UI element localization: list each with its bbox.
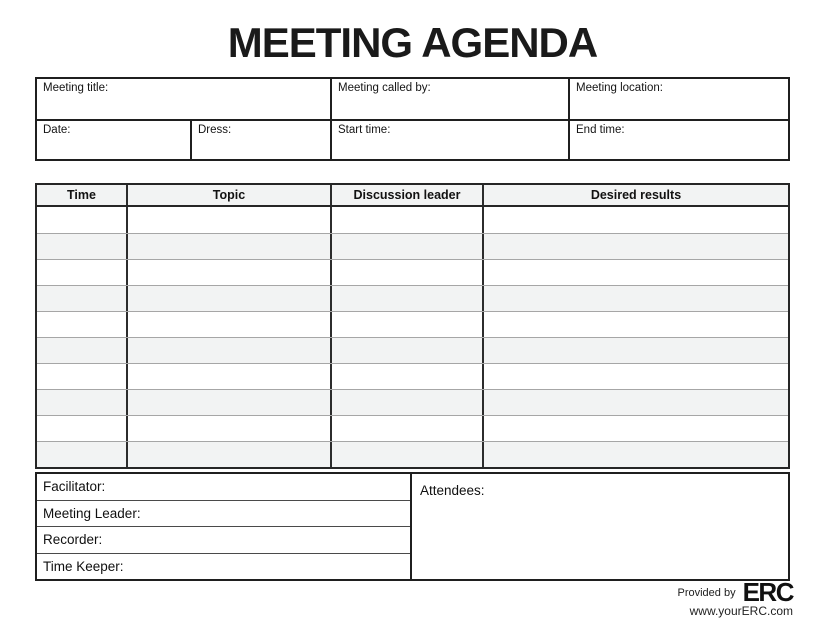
agenda-cell-desired-results xyxy=(484,260,788,285)
agenda-cell-desired-results xyxy=(484,390,788,415)
time-keeper-label: Time Keeper: xyxy=(43,558,124,574)
agenda-cell-time xyxy=(37,416,128,441)
page-title: MEETING AGENDA xyxy=(227,19,598,66)
header-desired-results: Desired results xyxy=(590,188,682,202)
agenda-cell-topic xyxy=(128,234,332,259)
agenda-table xyxy=(35,183,790,469)
roles-section xyxy=(37,474,412,579)
agenda-cell-discussion-leader xyxy=(332,234,484,259)
attendees-label: Attendees: xyxy=(420,483,485,498)
agenda-cell-discussion-leader xyxy=(332,207,484,233)
agenda-cell-discussion-leader xyxy=(332,416,484,441)
meeting-title-label: Meeting title: xyxy=(43,82,109,94)
agenda-row xyxy=(37,389,788,415)
agenda-row xyxy=(37,233,788,259)
agenda-cell-time xyxy=(37,364,128,389)
meeting-location-label: Meeting location: xyxy=(576,82,663,94)
facilitator-label: Facilitator: xyxy=(43,479,106,495)
agenda-cell-time xyxy=(37,286,128,311)
agenda-cell-topic xyxy=(128,286,332,311)
agenda-row xyxy=(37,311,788,337)
date-field xyxy=(37,121,192,159)
agenda-cell-desired-results xyxy=(484,286,788,311)
agenda-row xyxy=(37,441,788,467)
agenda-cell-discussion-leader xyxy=(332,338,484,363)
agenda-cell-desired-results xyxy=(484,416,788,441)
agenda-cell-discussion-leader xyxy=(332,286,484,311)
footer-provided-line xyxy=(677,577,794,607)
agenda-cell-time xyxy=(37,442,128,467)
agenda-cell-discussion-leader xyxy=(332,442,484,467)
agenda-cell-time xyxy=(37,234,128,259)
agenda-cell-time xyxy=(37,390,128,415)
time-keeper-field xyxy=(37,554,410,580)
agenda-row xyxy=(37,363,788,389)
date-label: Date: xyxy=(43,124,71,136)
info-form-row-2 xyxy=(37,119,788,159)
facilitator-field xyxy=(37,474,410,501)
erc-logo: ERC xyxy=(742,577,793,607)
agenda-cell-desired-results xyxy=(484,442,788,467)
agenda-cell-discussion-leader xyxy=(332,312,484,337)
agenda-cell-topic xyxy=(128,338,332,363)
agenda-cell-desired-results xyxy=(484,364,788,389)
recorder-field xyxy=(37,527,410,554)
start-time-field xyxy=(332,121,570,159)
footer-brand xyxy=(677,577,794,619)
info-form-row-1 xyxy=(37,79,788,119)
agenda-cell-topic xyxy=(128,416,332,441)
agenda-cell-time xyxy=(37,312,128,337)
meeting-leader-field xyxy=(37,501,410,528)
header-discussion-leader: Discussion leader xyxy=(332,185,484,205)
footer-website: www.yourERC.com xyxy=(689,604,793,619)
end-time-field xyxy=(570,121,788,159)
agenda-cell-topic xyxy=(128,312,332,337)
agenda-cell-discussion-leader xyxy=(332,364,484,389)
agenda-cell-topic xyxy=(128,207,332,233)
provided-by-text: Provided by xyxy=(677,586,736,599)
agenda-table-body xyxy=(37,207,788,467)
meeting-leader-label: Meeting Leader: xyxy=(43,505,141,521)
agenda-cell-topic xyxy=(128,442,332,467)
agenda-cell-time xyxy=(37,207,128,233)
header-topic: Topic xyxy=(128,185,332,205)
meeting-info-form xyxy=(35,77,790,161)
header-time: Time xyxy=(37,185,128,205)
agenda-table-header xyxy=(37,185,788,207)
agenda-cell-topic xyxy=(128,260,332,285)
agenda-cell-topic xyxy=(128,390,332,415)
attendees-field xyxy=(412,474,788,579)
agenda-cell-topic xyxy=(128,364,332,389)
agenda-cell-desired-results xyxy=(484,234,788,259)
agenda-cell-time xyxy=(37,260,128,285)
agenda-cell-discussion-leader xyxy=(332,260,484,285)
recorder-label: Recorder: xyxy=(43,532,103,548)
meeting-title-field xyxy=(37,79,332,119)
agenda-row xyxy=(37,207,788,233)
agenda-cell-discussion-leader xyxy=(332,390,484,415)
agenda-cell-desired-results xyxy=(484,338,788,363)
end-time-label: End time: xyxy=(576,124,625,136)
meeting-location-field xyxy=(570,79,788,119)
agenda-cell-desired-results xyxy=(484,312,788,337)
dress-label: Dress: xyxy=(198,124,232,136)
agenda-row xyxy=(37,259,788,285)
agenda-row xyxy=(37,415,788,441)
agenda-cell-desired-results xyxy=(484,207,788,233)
bottom-section xyxy=(35,472,790,581)
dress-field xyxy=(192,121,332,159)
document-content xyxy=(35,77,790,581)
agenda-row xyxy=(37,285,788,311)
start-time-label: Start time: xyxy=(338,124,391,136)
agenda-cell-time xyxy=(37,338,128,363)
agenda-row xyxy=(37,337,788,363)
meeting-called-by-field xyxy=(332,79,570,119)
meeting-called-by-label: Meeting called by: xyxy=(338,82,431,94)
